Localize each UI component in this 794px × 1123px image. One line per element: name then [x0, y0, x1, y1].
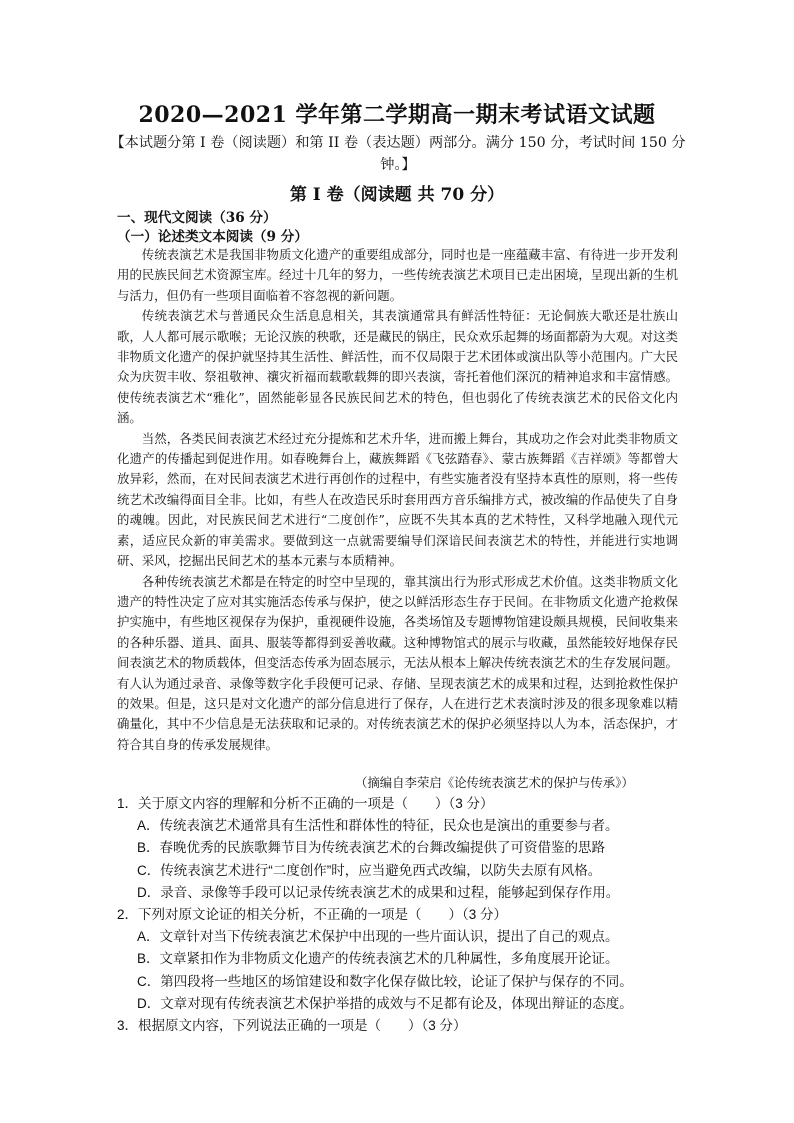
- question-option: D．文章对现有传统表演艺术保护举措的成效与不足都有论及，体现出辩证的态度。: [137, 995, 633, 1011]
- subsection-heading: （一）论述类文本阅读（9 分）: [117, 229, 308, 245]
- passage-paragraph: 当然，各类民间表演艺术经过充分提炼和艺术升华，进而搬上舞台，其成功之作会对此类非物质文化遗产的传播起到促进作用。如春晚舞台上，藏族舞蹈《飞弦踏春》、蒙古族舞蹈《吉祥颂》等都曾大放异彩，然而，在对民间表演艺术进行再创作的过程中，有些实施者没有坚持本真性的原则，将一些传统艺术改编得面目全非。比如，有些人在改造民乐时套用西方音乐编排方式，被改编的作品使失了自身的魂魄。因此，对民族民间艺术进行“二度创作”，应既不失其本真的艺术特性，又科学地融入现代元素，适应民众新的审美需求。要做到这一点就需要编导们深谙民间表演艺术的特性，并能进行实地调研、采风，挖掘出民间艺术的基本元素与本质精神。: [117, 430, 678, 569]
- section-heading: 一、现代文阅读（36 分）: [117, 210, 277, 226]
- passage-paragraph: 传统表演艺术是我国非物质文化遗产的重要组成部分，同时也是一座蕴藏丰富、有待进一步开发利用的民族民间艺术资源宝库。经过十几年的努力，一些传统表演艺术项目已走出困境，呈现出新的生机与活力，但仍有一些项目面临着不容忽视的新问题。: [117, 247, 678, 303]
- part-heading: 第 I 卷（阅读题 共 70 分）: [289, 185, 505, 205]
- exam-title: 2020—2021 学年第二学期高一期末考试语文试题: [138, 102, 656, 128]
- exam-instructions: 【本试题分第 I 卷（阅读题）和第 II 卷（表达题）两部分。满分 150 分，考试时间 150 分钟。】: [110, 135, 686, 173]
- question-option: D．录音、录像等手段可以记录传统表演艺术的成果和过程，能够起到保存作用。: [137, 884, 620, 900]
- question-option: C．第四段将一些地区的场馆建设和数字化保存做比较，论证了保护与保存的不同。: [137, 973, 633, 989]
- question-option: B．文章紧扣作为非物质文化遗产的传统表演艺术的几种属性，多角度展开论证。: [137, 951, 619, 967]
- reading-passage: [117, 245, 678, 755]
- question-option: A．文章针对当下传统表演艺术保护中出现的一些片面认识，提出了自己的观点。: [137, 929, 619, 945]
- question-stem: 1．关于原文内容的理解和分析不正确的一项是（ ）（3 分）: [117, 796, 494, 811]
- question-list: [117, 793, 697, 1037]
- question-stem: 3．根据原文内容，下列说法正确的一项是（ ）（3 分）: [117, 1018, 467, 1034]
- question-option: A．传统表演艺术通常具有生活性和群体性的特征，民众也是演出的重要参与者。: [137, 818, 619, 834]
- question-stem: 2．下列对原文论证的相关分析，不正确的一项是（ ）（3 分）: [117, 907, 508, 923]
- passage-paragraph: 各种传统表演艺术都是在特定的时空中呈现的，靠其演出行为形式形成艺术价值。这类非物质文化遗产的特性决定了应对其实施活态传承与保护，使之以鲜活形态生存于民间。在非物质文化遗产抢救保护实施中，有些地区视保存为保护，重视硬件设施，各类场馆及专题博物馆建设颇具规模，民间收集来的各种乐器、道具、面具、服装等都得到妥善收藏。这种博物馆式的展示与收藏，虽然能较好地保存民间表演艺术的物质载体，但变活态传承为固态展示，无法从根本上解决传统表演艺术的生存发展问题。有人认为通过录音、录像等数字化手段便可记录、存储、呈现表演艺术的成果和过程，达到抢救性保护的效果。但是，这只是对文化遗产的部分信息进行了保存，人在进行艺术表演时涉及的很多现象难以精确量化，其中不少信息是无法获取和记录的。对传统表演艺术的保护必须坚持以人为本，活态保护，才符合其自身的传承发展规律。: [117, 573, 678, 752]
- passage-paragraph: 传统表演艺术与普通民众生活息息相关，其表演通常具有鲜活性特征：无论侗族大歌还是壮族山歌，人人都可展示歌喉；无论汉族的秧歌，还是藏民的锅庄，民众欢乐起舞的场面都蔚为大观。对这类非物质文化遗产的保护就坚持其生活性、鲜活性，而不仅局限于艺术团体或演出队等小范围内。广大民众为庆贺丰收、祭祖敬神、禳灾祈福而载歌载舞的即兴表演，寄托着他们深沉的精神追求和丰富情感。使传统表演艺术“雅化”，固然能彰显各民族民间艺术的特色，但也弱化了传统表演艺术的民俗文化内涵。: [117, 308, 678, 426]
- question-option: B．春晚优秀的民族歌舞节目为传统表演艺术的台舞改编提供了可资借鉴的思路: [137, 840, 606, 856]
- passage-source: （摘编自李荣启《论传统表演艺术的保护与传承》）: [355, 775, 634, 790]
- question-option: C．传统表演艺术进行“二度创作”时，应当避免西式改编，以防失去原有风格。: [137, 862, 602, 878]
